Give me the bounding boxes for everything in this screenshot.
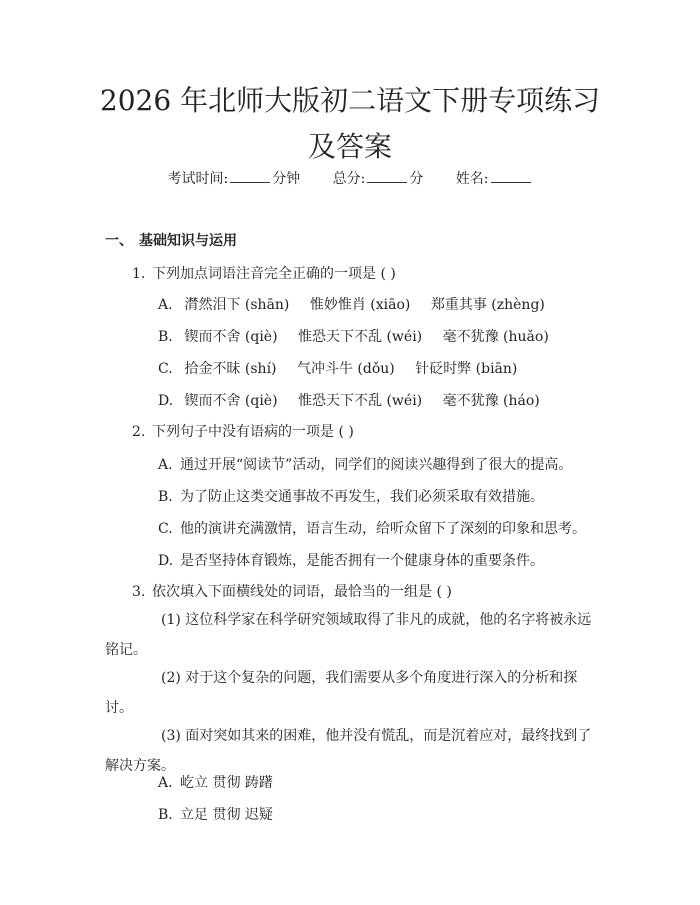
score-blank (367, 170, 407, 183)
question-2 (132, 421, 354, 441)
question-number: 2. (132, 424, 146, 440)
option-item: 郑重其事 (zhèng) (430, 297, 545, 313)
option-label: D. (158, 393, 174, 409)
q3-paragraph-2: (2) 对于这个复杂的问题，我们需要从多个角度进行深入的分析和探讨。 (105, 670, 578, 716)
option-label: A. (158, 775, 173, 791)
time-unit: 分钟 (272, 171, 301, 187)
name-blank (491, 170, 531, 183)
option-text: 通过开展“阅读节”活动，同学们的阅读兴趣得到了很大的提高。 (180, 457, 573, 473)
option-item: 气冲斗牛 (dǒu) (296, 361, 395, 377)
student-name (456, 168, 533, 188)
option-text: 立足 贯彻 迟疑 (180, 807, 273, 823)
option-item: 潸然泪下 (shān) (184, 297, 290, 313)
option-item: 锲而不舍 (qiè) (184, 329, 278, 345)
q1-option-c (158, 358, 533, 378)
question-3 (132, 581, 452, 601)
q3-option-a (158, 772, 273, 792)
q2-option-b (158, 486, 544, 506)
question-text: 下列加点词语注音完全正确的一项是 ( ) (152, 266, 396, 282)
option-item: 锲而不舍 (qiè) (184, 393, 278, 409)
option-text: 他的演讲充满激情，语言生动，给听众留下了深刻的印象和思考。 (180, 521, 586, 537)
time-label: 考试时间: (167, 171, 229, 187)
option-text: 屹立 贯彻 踌躇 (180, 775, 273, 791)
q2-option-d (158, 550, 544, 570)
q1-option-d (158, 390, 556, 410)
option-label: C. (158, 361, 173, 377)
option-label: C. (158, 521, 173, 537)
option-text: 是否坚持体育锻炼，是能否拥有一个健康身体的重要条件。 (180, 553, 544, 569)
question-number: 1. (132, 266, 146, 282)
section-number: 一、 (105, 233, 133, 249)
q3-paragraph-3: (3) 面对突如其来的困难，他并没有慌乱，而是沉着应对，最终找到了解决方案。 (105, 728, 592, 774)
name-label: 姓名: (455, 171, 489, 187)
option-label: A. (158, 457, 173, 473)
exam-time (167, 168, 300, 188)
question-1 (132, 263, 396, 283)
option-item: 毫不犹豫 (huǎo) (442, 329, 549, 345)
q1-option-b (158, 326, 565, 346)
q2-option-c (158, 518, 586, 538)
option-item: 惟妙惟肖 (xiāo) (309, 297, 411, 313)
section-title: 基础知识与运用 (139, 233, 237, 249)
time-blank (230, 170, 270, 183)
section-heading (105, 230, 237, 250)
total-score (333, 168, 424, 188)
question-number: 3. (132, 584, 146, 600)
q2-option-a (158, 454, 572, 474)
option-item: 针砭时弊 (biān) (415, 361, 518, 377)
option-item: 惟恐天下不乱 (wéi) (298, 393, 423, 409)
score-unit: 分 (409, 171, 424, 187)
document-title: 2026 年北师大版初二语文下册专项练习及答案 (99, 84, 601, 163)
option-label: B. (158, 329, 173, 345)
option-text: 为了防止这类交通事故不再发生，我们必须采取有效措施。 (180, 489, 544, 505)
option-label: A. (158, 297, 173, 313)
option-label: B. (158, 489, 173, 505)
option-item: 惟恐天下不乱 (wéi) (298, 329, 423, 345)
exam-info (0, 168, 700, 188)
option-item: 毫不犹豫 (háo) (442, 393, 540, 409)
q1-option-a (158, 294, 561, 314)
q3-paragraph-1: (1) 这位科学家在科学研究领域取得了非凡的成就，他的名字将被永远铭记。 (105, 612, 592, 658)
question-text: 下列句子中没有语病的一项是 ( ) (152, 424, 354, 440)
option-item: 拾金不昧 (shí) (184, 361, 277, 377)
option-label: B. (158, 807, 173, 823)
q3-option-b (158, 804, 273, 824)
question-text: 依次填入下面横线处的词语，最恰当的一组是 ( ) (152, 584, 452, 600)
option-label: D. (158, 553, 174, 569)
score-label: 总分: (332, 171, 366, 187)
